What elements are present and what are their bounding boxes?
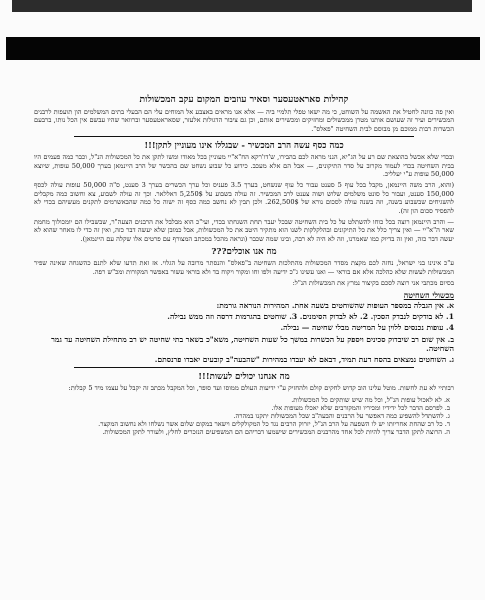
- header-black-band: [6, 37, 480, 60]
- document-title: קהילות סאראטעסער וסאיר עוזבים המקום עקב המכשולות: [139, 94, 349, 105]
- what-to-do-paragraph: רבותיי לא עת לחשות. מוטל עלינו הוב קדוש לחקים קולם ולהחזיק ע"י ידיעות העולם ממוסו ועד סופר, וכל המקבל מכתב זה יקבל על עצמו מיד 5 קבלות:: [68, 384, 454, 393]
- money-paragraph-2: (והוא, הרב משה היינמאן, מקבל בכל עוף 5 סענט עבור כל עוף שנשחט, בערך 3.5 פעניס וכל ערך הכשרים בערך 3 סענט, ס"ה 50,000 עופות עולה לכסף 150,000 סענט, ועבור כל סונט משלמים שלוש ושוה צענט לרב המכשיר. זה עולה בשבוע על 5,250$ דאללאר. וכך זה עולה לשבוע, צא וחשוב כמה מקבלים להשגיחים שבשבוע בשנה, וזה בשנה עולה לסכום נורא של 262,500$. ולכן תבין לא נחשב כמה כסף זה ישוה כל כמה שהבאשרמים לתקנים מעשיהם בכדי לא להפסיד סכום הון זה).: [34, 181, 455, 215]
- summary-intro: בסיום מכתבי אני רוצה לסכם בקיצור נמרץ את המכשולות הנ"ל:: [292, 279, 454, 288]
- money-paragraph-3: — והרב היינמאן רוצה בכל כוחו להשתלט על כל בית השחיטה שבכל יעבר תחת השגחתו בכדי, ועי"כ הוא מבלבל את הרבנים הצעה"ר, שבשבילו הם יומכולוך מחמת שאר ה"א"יי — ואין צריך כלל את כל התיקונים ובהלקלקות לשנו הוא מתקיר היטב את כל המכשולות, אבל כמובן שלא יעשה דבר כזה, ואין זה כדי לו מאחר שהוא לא יעשה דבר כזה, ואין זה בדיוק כמו שאמרנו, וזה לא היה לא רבה, ובינו שמה שכבר (ונראה מהכל במכתב המצורף עם פרטים אלו שקלה עם היינמאן).: [34, 218, 454, 243]
- divider: [74, 367, 414, 368]
- action-item: ה. הרוצה לתקן הדבר צריך להיות לכל אחד מהרבנים המכשירים שישמעו דבריהם הם המשפיעים הנזכרים לחלץ, ולעורר לתקן המכשולות.: [102, 428, 450, 437]
- obstacle-item: 1. לא בודקים לנבדק הסכין. 2. לא לבדוק הסימנים. 3. שוחטים בהגרמות דרסה וזה ממש נבילה.: [167, 312, 454, 322]
- action-item: א. לא לאכול עופות הנ"ל, וכל מה שיש שותקים כל המכשולות.: [291, 395, 450, 404]
- scan-top-edge: [12, 0, 472, 12]
- obstacle-item: 4. עופות נכנסים ללוין על המריטה מבלי שחיטה — נבילה.: [280, 323, 454, 333]
- obstacle-item: ג. השוחטים נמצאים בהסח דעת תמיד, דבאם לא יעבדו במהירות "שהבעה"ב קובעים יאבדו פרנסתם.: [154, 355, 454, 365]
- action-item: ב. לפרסם הדבר לכל ידידיו ומכיריו והמקורבים שלא יאכלו מעופות אלו.: [271, 403, 450, 412]
- action-item: ג. להשתדל להשפיע כמה דאפשר על הרבנים והבעה"ב שכל המכשולות יתקנו במהרה.: [233, 412, 450, 421]
- divider: [74, 136, 414, 137]
- section-heading-what-we-eat: מה אנו אוכלים???: [211, 247, 277, 258]
- obstacle-item: א. אין הגבלה במספר העופות שהשוחטים בשעה אחת. המהירות הנוראה גורמת:: [216, 301, 454, 310]
- money-paragraph-1: ובכדי שלא אכשל בהוצאת שם רע על הג"יא, הנני מראה לכם בהבירו, ש'דו'רקא הח"א"יי מעוניין בכל מאודו ומשו לתקן את כל המכשולות הנ"ל, וכבר כמה פעמים היו בבית השחיטה בכדי לעמוד מקרוב על סדר התיקונים, — אבל הם אלא מעכב. כידוע כל שבוע נשחט שם בהכשר של הרב היינמאן בערך 50,000 עופות, שיוצא 50,000 עופות ע"י יעלליכ.: [34, 153, 454, 179]
- section-heading-money: כמה כסף עשה הרב המכשיר - שבגללו אינו מעוניין לתקן!!!: [144, 141, 344, 152]
- action-item: ד. כל רב שהחת אחריותו יש לו השפעה על הרב הנ"ל, יזרוק הרבים נגד כל המקולקלים וישאר במקום שלום אשר נשלחו ולא נחשוב המקצר.: [98, 420, 450, 429]
- document-body: [34, 94, 454, 437]
- intro-paragraph: ואין פה כוונה לחטיל את האשמה על השוחט, כי מה ישאו טפלי תלמיי ביה — אלא אנו מראים באצבע אל המוחים עלי הם הבעלי בתים המשלמים הון תועפות לרבנים המכשירים ועיר זה שעושם אותנו מטרן ממכשולים ומחזיקים ומכשירים אותם, וכן גם ציבור הדגולות אלעזר, שסאראטעסער וברוואר שהיו עבשם אין הכל נותו, ברבעם הכשרות רבות ממוכם מן מבוסם לבית השחיטה "פאלס".: [34, 108, 454, 133]
- section-heading-what-to-do: מה אנחנו יכולים לעשות!!!: [198, 372, 290, 383]
- section-heading-obstacles: מכשולי השחיטה: [403, 290, 454, 300]
- what-we-eat-paragraph: ע"כ אינינו בני ישראל, נחזה לכם מקצת מסדר המכשולות מהתלכות השחיטה ב"פאלס" והנסתר מרובה על הגלוי. אז זאת תדעו שלא לתנם כהשגחה שאינה שפיר המכשולות לעשות שלא כהלכה אלא אם בוראי — ואנו עשינו ג"כ ידיעה ולפו וחו ומקור ויקוח בד ולא בוראי עשור באפשר המקורות ומכ"ש רפה.: [34, 259, 454, 276]
- obstacle-item: ב. אין שום רב שיבדוק סכינים ויספק על הכשרות במשך כל שעות השחיטה, משא"כ בשאר בתי שחיטה יש רב מתחילת השחיטה עד גמר השחיטה.: [51, 334, 454, 353]
